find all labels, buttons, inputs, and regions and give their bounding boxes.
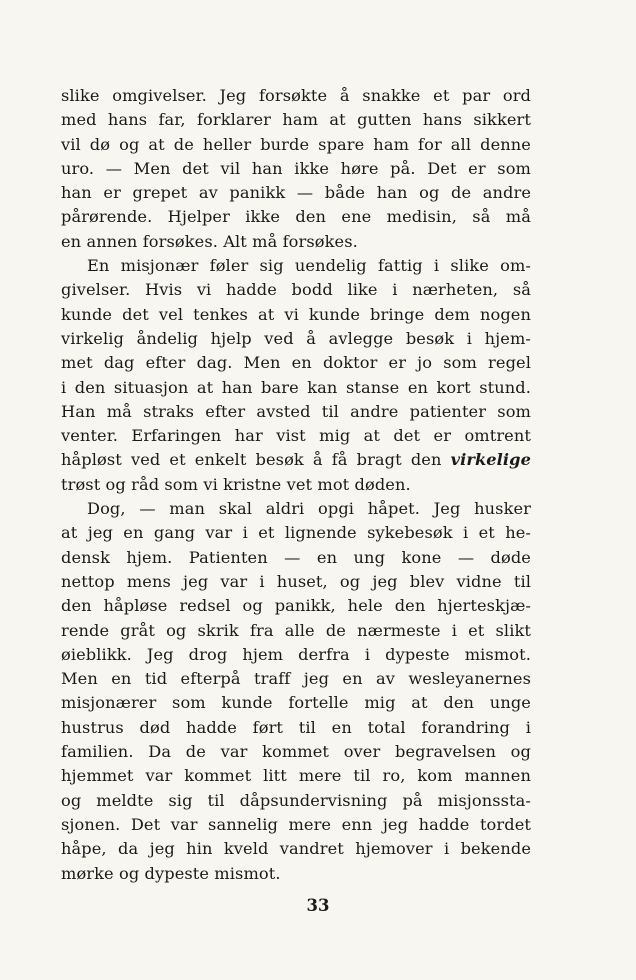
text-line xyxy=(61,448,531,472)
text-line: uro. — Men det vil han ikke høre på. Det er som xyxy=(61,158,531,178)
text-line: hjemmet var kommet litt mere til ro, kom mannen xyxy=(61,766,531,786)
text-line: pårørende. Hjelper ikke den ene medisin, så må xyxy=(61,207,531,227)
text-line: Dog, — man skal aldri opgi håpet. Jeg husker xyxy=(87,499,531,519)
text-line: han er grepet av panikk — både han og de andre xyxy=(61,183,531,203)
text-line: sjonen. Det var sannelig mere enn jeg hadde tordet xyxy=(61,814,531,834)
text-line: håpe, da jeg hin kveld vandret hjemover i bekende xyxy=(61,839,531,859)
text-line: Men en tid efterpå traff jeg en av wesleyanernes xyxy=(61,669,531,689)
text-line: nettop mens jeg var i huset, og jeg blev vidne til xyxy=(61,571,531,591)
text-line: vil dø og at de heller burde spare ham for all denne xyxy=(61,134,531,154)
text-line: met dag efter dag. Men en doktor er jo som regel xyxy=(61,353,531,373)
body-text xyxy=(61,84,531,886)
text-line: mørke og dypeste mismot. xyxy=(61,863,281,883)
text-line: Han må straks efter avsted til andre patienter som xyxy=(61,401,531,421)
text-line: givelser. Hvis vi hadde bodd like i nærheten, så xyxy=(61,280,531,300)
text-line: densk hjem. Patienten — en ung kone — døde xyxy=(61,547,531,567)
emphasized-word: virkelige xyxy=(450,450,531,470)
text-line: øieblikk. Jeg drog hjem derfra i dypeste mismot. xyxy=(61,644,531,664)
text-line: hustrus død hadde ført til en total forandring i xyxy=(61,717,531,737)
text-line: at jeg en gang var i et lignende sykebesøk i et he- xyxy=(61,523,531,543)
page-number: 33 xyxy=(306,896,330,915)
text-line: og meldte sig til dåpsundervisning på misjonssta- xyxy=(61,790,531,810)
text-line: familien. Da de var kommet over begravelsen og xyxy=(61,742,531,762)
text-line: slike omgivelser. Jeg forsøkte å snakke et par ord xyxy=(61,86,531,105)
text-line: en annen forsøkes. Alt må forsøkes. xyxy=(61,231,358,251)
text-line: venter. Erfaringen har vist mig at det er omtrent xyxy=(61,426,531,446)
text-line: rende gråt og skrik fra alle de nærmeste i et slikt xyxy=(61,620,531,640)
text-line-start: håpløst ved et enkelt besøk å få bragt den xyxy=(61,450,451,470)
text-line: trøst og råd som vi kristne vet mot døden. xyxy=(61,474,411,494)
text-line: En misjonær føler sig uendelig fattig i slike om- xyxy=(87,256,531,276)
text-line: kunde det vel tenkes at vi kunde bringe dem nogen xyxy=(61,304,531,324)
text-line: virkelig åndelig hjelp ved å avlegge besøk i hjem- xyxy=(61,328,531,348)
text-line: med hans far, forklarer ham at gutten hans sikkert xyxy=(61,110,531,130)
text-line: den håpløse redsel og panikk, hele den hjerteskjæ- xyxy=(61,596,531,616)
text-line: i den situasjon at han bare kan stanse en kort stund. xyxy=(61,377,531,397)
text-line: misjonærer som kunde fortelle mig at den unge xyxy=(61,693,531,713)
